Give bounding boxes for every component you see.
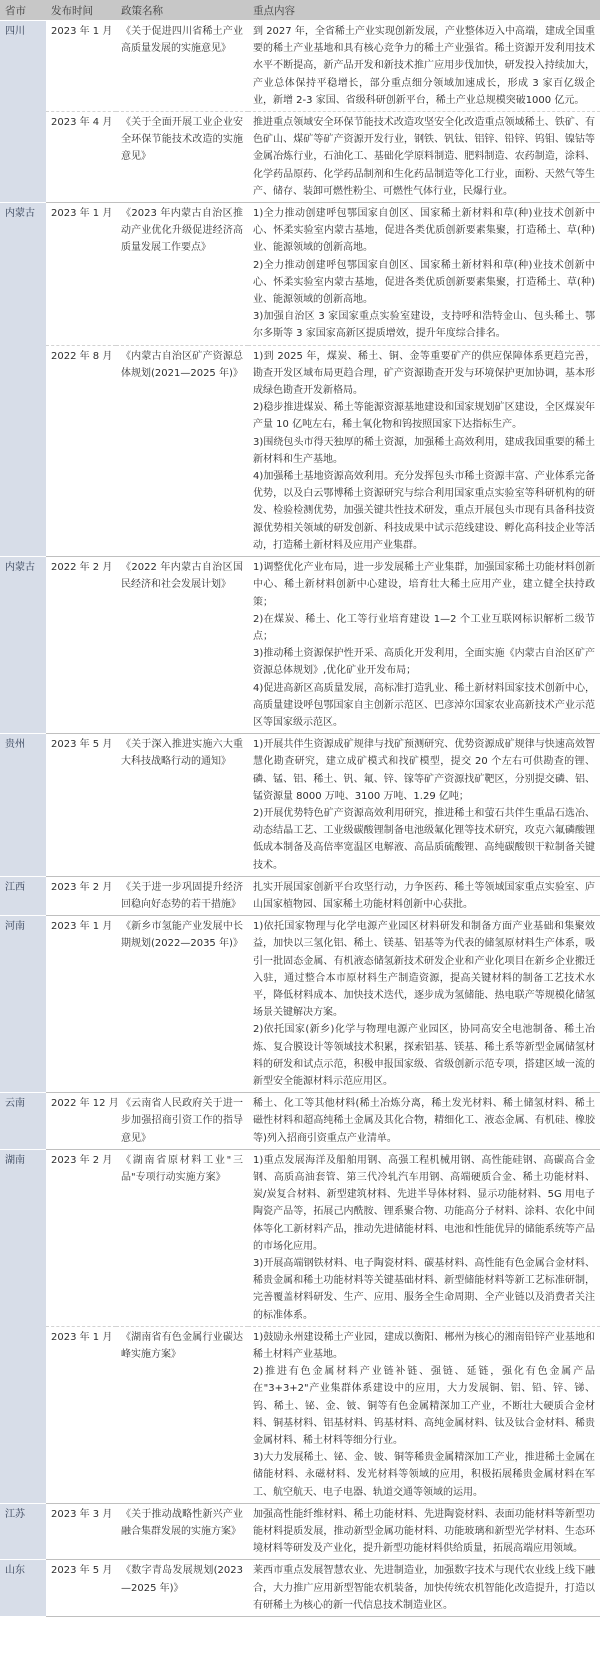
policy-name-cell: 《湖南省原材料工业"三品"专项行动实施方案》 bbox=[116, 1149, 248, 1326]
province-cell: 江西 bbox=[0, 876, 46, 915]
policy-name-cell: 《湖南省有色金属行业碳达峰实施方案》 bbox=[116, 1326, 248, 1503]
content-paragraph: 3)围绕包头市得天独厚的稀土资源，加强稀土高效利用，建成我国重要的稀土新材料和生产基地。 bbox=[253, 436, 595, 465]
province-cell: 湖南 bbox=[0, 1149, 46, 1503]
table-row bbox=[0, 203, 600, 346]
date-cell: 2023 年 4 月 bbox=[46, 112, 116, 203]
content-paragraph: 推进重点领域安全环保节能技术改造攻坚安全化改造重点领域稀土、铁矿、有色矿山、煤矿等矿产资源开发行业，钢铁、钒钛、铝锌、铅锌、钨钼、镍钴等金属冶炼行业，石油化工、基础化学原料制造、肥料制造、农药制造，涂料、化学药品原药、化学药品制剂和生化药品制造等化工行业，面粉、天然气等生产、储存、装卸可燃性粉尘、可燃性气体行业，民爆行业。 bbox=[253, 117, 595, 197]
content-paragraph: 到 2027 年，全省稀土产业实现创新发展，产业整体迈入中高端，建成全国重要的稀土产业基地和具有核心竞争力的稀土产业强省。稀土资源开发利用技术水平不断提高，新产品开发和新技术推广应用步伐加快，研发投入持续加大，产业总体保持平稳增长，部分重点细分领域加速成长，形成 3 家百亿级企业，新增 2-3 家国、省级科研创新平台，稀土产业总规模突破1000 亿元。 bbox=[253, 26, 595, 106]
content-cell bbox=[248, 1326, 600, 1503]
content-paragraph: 4)加强稀土基地资源高效利用。充分发挥包头市稀土资源丰富、产业体系完备优势，以及白云鄂博稀土资源研究与综合利用国家重点实验室等科研机构的研发、检验检测优势，加强关键共性技术研发，重点开展包头市现有具备科技资源优势相关领域的研发创新、科技成果中试示范线建设、孵化高科技企业等活动，打造稀土新材料及应用产业集群。 bbox=[253, 471, 595, 551]
content-paragraph: 3)推动稀土资源保护性开采、高质化开发利用，全面实施《内蒙古自治区矿产资源总体规划》,优化矿业开发布局； bbox=[253, 648, 595, 677]
province-cell: 山东 bbox=[0, 1560, 46, 1617]
date-cell: 2022 年 8 月 bbox=[46, 345, 116, 556]
content-cell bbox=[248, 203, 600, 346]
table-row bbox=[0, 1326, 600, 1503]
table-row bbox=[0, 345, 600, 556]
content-paragraph: 稀土、化工等其他材料(稀土冶炼分离，稀土发光材料、稀土储氢材料、稀土磁性材料和超高纯稀土金属及其化合物，精细化工、液态金属、有机硅、橡胶等)列入招商引资重点产业清单。 bbox=[253, 1098, 595, 1144]
content-cell bbox=[248, 734, 600, 877]
content-paragraph: 1)调整优化产业布局，进一步发展稀土产业集群，加强国家稀土功能材料创新中心、稀土新材料创新中心建设，培育壮大稀土应用产业，建立健全扶持政策； bbox=[253, 562, 595, 608]
date-cell: 2022 年 2 月 bbox=[46, 557, 116, 734]
content-cell bbox=[248, 1093, 600, 1150]
province-cell: 江苏 bbox=[0, 1503, 46, 1560]
province-cell: 内蒙古 bbox=[0, 557, 46, 734]
policy-name-cell: 《关于深入推进实施六大重大科技战略行动的通知》 bbox=[116, 734, 248, 877]
table-row bbox=[0, 1149, 600, 1326]
table-row bbox=[0, 557, 600, 734]
header-content: 重点内容 bbox=[248, 0, 600, 21]
policy-name-cell: 《关于促进四川省稀土产业高质量发展的实施意见》 bbox=[116, 21, 248, 112]
province-cell: 河南 bbox=[0, 916, 46, 1093]
content-paragraph: 2)开展优势特色矿产资源高效利用研究，推进稀土和萤石共伴生重晶石选冶、动态结晶工艺、工业级碳酸锂制备电池级氟化锂等技术研究，攻克六氟磷酸锂低成本制备及高倍率宽温区电解液、高品质硫酸锂、高纯碳酸钡干粒制备关键技术。 bbox=[253, 807, 595, 871]
table-row bbox=[0, 916, 600, 1093]
table-header-row bbox=[0, 0, 600, 21]
date-cell: 2023 年 1 月 bbox=[46, 916, 116, 1093]
policy-name-cell: 《关于进一步巩固提升经济回稳向好态势的若干措施》 bbox=[116, 876, 248, 915]
content-paragraph: 3)大力发展稀土、铋、金、铍、铜等稀贵金属精深加工产业，推进稀土金属在储能材料、永磁材料、发光材料等领域的应用，积极拓展稀贵金属材料在军工、航空航天、电子电器、轨道交通等领域的运用。 bbox=[253, 1452, 595, 1498]
content-paragraph: 2)在煤炭、稀土、化工等行业培育建设 1—2 个工业互联网标识解析二级节点； bbox=[253, 613, 595, 642]
content-paragraph: 2)稳步推进煤炭、稀土等能源资源基地建设和国家规划矿区建设，全区煤炭年产量 10 亿吨左右，稀土氧化物和钨按照国家下达指标生产。 bbox=[253, 402, 595, 431]
table-row bbox=[0, 112, 600, 203]
policy-name-cell: 《关于全面开展工业企业安全环保节能技术改造的实施意见》 bbox=[116, 112, 248, 203]
policy-name-cell: 《关于推动战略性新兴产业融合集群发展的实施方案》 bbox=[116, 1503, 248, 1560]
content-cell bbox=[248, 21, 600, 112]
policy-name-cell: 《云南省人民政府关于进一步加强招商引资工作的指导意见》 bbox=[116, 1093, 248, 1150]
date-cell: 2023 年 5 月 bbox=[46, 1560, 116, 1617]
content-paragraph: 1)重点发展海洋及船舶用钢、高强工程机械用钢、高性能硅钢、高碳高合金钢、高质高油套管、第三代冷轧汽车用钢、高端硬质合金、稀土功能材料、炭/炭复合材料、新型建筑材料、先进半导体材料、显示功能材料、5G 用电子陶瓷产品等，拓展己内酰胺、锂系聚合物、功能高分子材料、涂料、农化中间体等化工新材料产品，推动先进储能材料、电池和性能优异的储能系统等产品的市场化应用。 bbox=[253, 1154, 595, 1252]
table-row bbox=[0, 1093, 600, 1150]
date-cell: 2023 年 1 月 bbox=[46, 1326, 116, 1503]
policy-name-cell: 《2023 年内蒙古自治区推动产业优化升级促进经济高质量发展工作要点》 bbox=[116, 203, 248, 346]
table-row bbox=[0, 1560, 600, 1617]
table-row bbox=[0, 21, 600, 112]
content-paragraph: 4)促进高新区高质量发展，高标准打造乳业、稀土新材料国家技术创新中心，高质量建设呼包鄂国家自主创新示范区、巴彦淖尔国家农业高新技术产业示范区等国家级示范区。 bbox=[253, 682, 595, 728]
content-cell bbox=[248, 1560, 600, 1617]
table-row bbox=[0, 1503, 600, 1560]
policy-name-cell: 《新乡市氢能产业发展中长期规划(2022—2035 年)》 bbox=[116, 916, 248, 1093]
header-province: 省市 bbox=[0, 0, 46, 21]
table-row bbox=[0, 876, 600, 915]
content-paragraph: 3)加强自治区 3 家国家重点实验室建设，支持呼和浩特金山、包头稀土、鄂尔多斯等 3 家国家高新区提质增效，提升年度综合排名。 bbox=[253, 311, 595, 340]
content-paragraph: 1)鼓励永州建设稀土产业园，建成以衡阳、郴州为核心的湘南铅锌产业基地和稀土材料产业基地。 bbox=[253, 1331, 595, 1361]
content-paragraph: 加强高性能纤维材料、稀土功能材料、先进陶瓷材料、表面功能材料等新型功能材料提质发展，推动新型金属功能材料、功能玻璃和新型光学材料、生态环境材料等研发及产业化，提升新型功能材料供给质量，拓展高端应用领域。 bbox=[253, 1508, 595, 1555]
content-paragraph: 扎实开展国家创新平台攻坚行动，力争医药、稀土等领域国家重点实验室、庐山国家植物园、国家稀土功能材料创新中心获批。 bbox=[253, 881, 595, 910]
content-paragraph: 2)依托国家(新乡)化学与物理电源产业园区，协同高安全电池制备、稀土冶炼、复合膜设计等领域技术积累，探索铝基、镁基、稀土系等新型金属储氢材料的研发和试点示范，积极申报国家级、省级创新示范专项，搭建区域一流的新型安全能源材料示范应用区。 bbox=[253, 1024, 595, 1087]
content-paragraph: 莱西市重点发展智慧农业、先进制造业，加强数字技术与现代农业线上线下融合，大力推广应用新型智能农机装备，加快传统农机智能化改造提升，打造以有研稀土为核心的新一代信息技术制造业区。 bbox=[253, 1565, 595, 1611]
content-cell bbox=[248, 112, 600, 203]
content-paragraph: 1)开展共伴生资源成矿规律与找矿预测研究、优势资源成矿规律与快速高效智慧化勘查研究，建立成矿模式和找矿模型，提交 20 个左右可供勘查的锂、磷、锰、铝、稀土、钒、氟、锌、镓等矿产资源找矿靶区，分别提交磷、铝、锰资源量 8000 万吨、3100 万吨、1.29 亿吨； bbox=[253, 739, 595, 802]
content-cell bbox=[248, 345, 600, 556]
content-paragraph: 1)全力推动创建呼包鄂国家自创区、国家稀土新材料和草(种)业技术创新中心、怀柔实验室内蒙古基地，促进各类优质创新要素集聚，打造稀土、草(种)业、能源领域的创新高地。 bbox=[253, 208, 595, 254]
content-paragraph: 1)到 2025 年，煤炭、稀土、铜、金等重要矿产的供应保障体系更趋完善，勘查开发区域布局更趋合理，矿产资源勘查开发与环境保护更加协调，基本形成绿色勘查开发新格局。 bbox=[253, 350, 595, 397]
content-paragraph: 2)推进有色金属材料产业链补链、强链、延链，强化有色金属产品在"3+3+2"产业集群体系建设中的应用，大力发展铜、铝、铅、锌、锑、钨、稀土、铋、金、铍、铜等有色金属精深加工产业，不断壮大硬质合金材料、铜基材料、铝基材料、钨基材料、高纯金属材料、钛及钛合金材料、稀贵金属材料、稀土材料等细分行业。 bbox=[253, 1366, 595, 1447]
content-paragraph: 2)全力推动创建呼包鄂国家自创区、国家稀土新材料和草(种)业技术创新中心、怀柔实验室内蒙古基地，促进各类优质创新要素集聚，打造稀土、草(种)业、能源领域的创新高地。 bbox=[253, 259, 595, 306]
policy-name-cell: 《内蒙古自治区矿产资源总体规划(2021—2025 年)》 bbox=[116, 345, 248, 556]
content-cell bbox=[248, 557, 600, 734]
province-cell: 四川 bbox=[0, 21, 46, 203]
date-cell: 2023 年 3 月 bbox=[46, 1503, 116, 1560]
date-cell: 2023 年 5 月 bbox=[46, 734, 116, 877]
province-cell: 内蒙古 bbox=[0, 203, 46, 557]
table-row bbox=[0, 734, 600, 877]
date-cell: 2022 年 12 月 bbox=[46, 1093, 116, 1150]
province-cell: 贵州 bbox=[0, 734, 46, 877]
content-cell bbox=[248, 1149, 600, 1326]
content-cell bbox=[248, 1503, 600, 1560]
policy-name-cell: 《数字青岛发展规划(2023—2025 年)》 bbox=[116, 1560, 248, 1617]
province-cell: 云南 bbox=[0, 1093, 46, 1150]
content-paragraph: 3)开展高端钢铁材料、电子陶瓷材料、碳基材料、高性能有色金属合金材料、稀贵金属和稀土功能材料等关键基础材料、新型储能材料等新工艺标准研制，完善覆盖材料研发、生产、应用、服务全生命周期、全产业链以及消费者关注的标准体系。 bbox=[253, 1258, 595, 1321]
date-cell: 2023 年 1 月 bbox=[46, 203, 116, 346]
content-cell bbox=[248, 916, 600, 1093]
header-date: 发布时间 bbox=[46, 0, 116, 21]
date-cell: 2023 年 2 月 bbox=[46, 876, 116, 915]
content-paragraph: 1)依托国家物理与化学电源产业园区材料研发和制备方面产业基础和集聚效益，加快以三氢化铝、稀土、镁基、铝基等为代表的储氢原材料生产体系，吸引一批固态金属、有机液态储氢新技术研发企业和产业化项目在新乡企业搬迁入驻，通过整合本市原材料生产制造资源，提高关键材料的制备工艺技术水平，降低材料成本、加快技术迭代，逐步成为氢储能、热电联产等规模化储氢场景关键解决方案。 bbox=[253, 921, 595, 1019]
header-policy: 政策名称 bbox=[116, 0, 248, 21]
date-cell: 2023 年 1 月 bbox=[46, 21, 116, 112]
date-cell: 2023 年 2 月 bbox=[46, 1149, 116, 1326]
policy-name-cell: 《2022 年内蒙古自治区国民经济和社会发展计划》 bbox=[116, 557, 248, 734]
content-cell bbox=[248, 876, 600, 915]
